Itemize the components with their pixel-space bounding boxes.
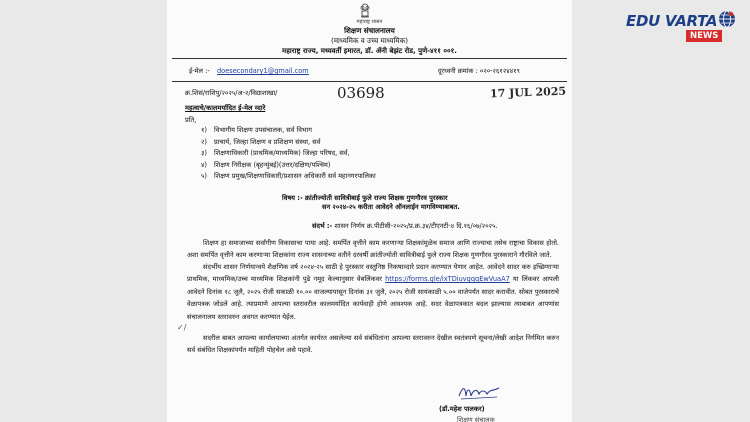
- left-margin-band: [0, 0, 167, 422]
- reference-number-handwritten: 03698: [337, 84, 385, 102]
- email-label: ई-मेल :-: [189, 67, 210, 75]
- handwritten-signature: [457, 382, 501, 402]
- form-link[interactable]: https://forms.gle/ixTDiuvgqqEwVuaA7: [385, 275, 510, 284]
- reference-text: शासन निर्णय क्र.पीटीसी-२०२५/प्र.क्र.३४/टीएनटी-४ दि.१६/०७/२०२५.: [334, 222, 498, 230]
- header-divider: [172, 58, 567, 59]
- reference-label: संदर्भ :-: [312, 222, 333, 230]
- header-motto: महाराष्ट्र शासन: [356, 19, 383, 25]
- subject-line-1: विषय :- क्रांतीज्योती सावित्रीबाई फुले राज्य शिक्षक गुणगौरव पुरस्कार: [282, 194, 448, 202]
- recipient-item: ४) शिक्षण निरीक्षक (बृहन्मुंबई)(उत्तर/दक्षिण/पश्चिम): [201, 160, 331, 169]
- subject-block: [282, 194, 460, 212]
- signatory-name: (डॉ.महेश पालकर): [439, 405, 485, 413]
- reference-number-prefix: क्र.शिसं/राशिपु/२०२५/अ-२/विद्याशाखा/: [185, 89, 278, 97]
- recipient-item: १) विभागीय शिक्षण उपसंचालक, सर्व विभाग: [201, 126, 312, 134]
- watermark-logo: [626, 8, 738, 48]
- watermark-brand: EDU VARTA: [626, 12, 718, 30]
- header-department: शिक्षण संचालनालय: [344, 26, 395, 35]
- phone-number: दूरध्वनी क्रमांक : ०२०-२६१२४४१९: [437, 67, 520, 75]
- body-paragraph-1: शिक्षण हा समाजाच्या सर्वांगीण विकासाचा पाया आहे. समर्पित वृत्तीने काम करणाऱ्या शिक्षकांमुळेच समाज आणि राज्याचा तसेच राष्ट्राचा विकास होतो. अशा समर्पित वृत्तीने काम करणाऱ्या शिक्षकांना राज्य शासनाच्या वतीने दरवर्षी क्रांतीज्योती सावित्रीबाई फुले राज्य शिक्षक गुणगौरव पुरस्काराने गौरविले जाते.: [187, 239, 559, 260]
- header-sub-department: (माध्यमिक व उच्च माध्यमिक): [330, 36, 409, 45]
- watermark-news-tag: NEWS: [686, 30, 722, 42]
- header-address: महाराष्ट्र राज्य, मध्यवर्ती इमारत, डॉ. ॲनी बेझंट रोड, पुणे-४११ ००१.: [282, 47, 457, 55]
- subject-line-2: सन २०२४-२५ करीता आवेदने ऑनलाईन मागविण्याबाबत.: [322, 203, 460, 212]
- to-label: प्रति,: [185, 116, 197, 124]
- email-link[interactable]: doesecondary1@gmail.com: [217, 67, 309, 75]
- body-paragraph-3: सदरील बाबत आपल्या कार्यालयाच्या अंतर्गत कार्यरत असलेल्या सर्व संबंधितांना आपल्या स्तरावरुन देखील स्वतंत्रपणे सूचना/लेखी आदेश निर्गमित करुन सर्व संबंधित शिक्षकांपर्यंत माहिती पोहचेल असे पहावे.: [187, 334, 559, 355]
- priority-line: महत्वाचे/कालमर्यादित ई-मेल व्दारे: [185, 104, 266, 112]
- contact-divider: [172, 81, 567, 82]
- right-margin-band: [572, 0, 750, 422]
- body-paragraph-2: संदर्भीय शासन निर्णयान्वये शैक्षणिक वर्ष २०२४-२५ साठी हे पुरस्कार वस्तुनिष्ठ निकषाव्दारे प्रदान करण्यात येणार आहेत. आवेदने सादर करु इच्छिणाऱ्या प्राथमिक, माध्यमिक/उच्च माध्यमिक शिक्षकांनी पुढे नमूद केल्यानुसार वेबलिंकवर https://forms.gle/ixTDiuvgqqEwVuaA7 या लिंकवर आपली आवेदने दिनांक १८ जुलै, २०२५ रोजी सकाळी १०.०० वाजल्यापासून दिनांक ३१ जुलै, २०२५ रोजी सायंकाळी ५.०० वाजेपर्यंत सादर करावीत. सोबत पुरस्काराचे वेळापत्रक जोडले आहे. त्याप्रमाणे आपल्या स्तरावरील कालमर्यादित कार्यवाही होणे आवश्यक आहे. सदर वेळापत्रकात बदल झाल्यास त्याबाबत आपणांस संचालनालय स्तरावरुन अवगत करण्यात येईल.: [187, 263, 559, 321]
- recipient-item: २) प्राचार्य, जिल्हा शिक्षण व प्रशिक्षण संस्था, सर्व: [201, 137, 321, 146]
- letter-document: [167, 0, 572, 422]
- subject-reference: [312, 222, 498, 231]
- margin-annotation-mark: ✓/: [177, 323, 187, 332]
- recipient-item: ३) शिक्षणाधिकारी (प्राथमिक/माध्यमिक) जिल्हा परिषद, सर्व,: [201, 149, 350, 158]
- date-stamp: 17 JUL 2025: [489, 84, 567, 101]
- recipient-item: ५) शिक्षण प्रमुख/शिक्षणाधिकारी/प्रशासन अधिकारी सर्व महानगरपालिका: [201, 172, 376, 181]
- globe-icon: [718, 10, 736, 28]
- state-emblem-icon: [357, 2, 373, 18]
- signatory-title: शिक्षण संचालक: [457, 416, 495, 422]
- recipient-list: [201, 126, 376, 184]
